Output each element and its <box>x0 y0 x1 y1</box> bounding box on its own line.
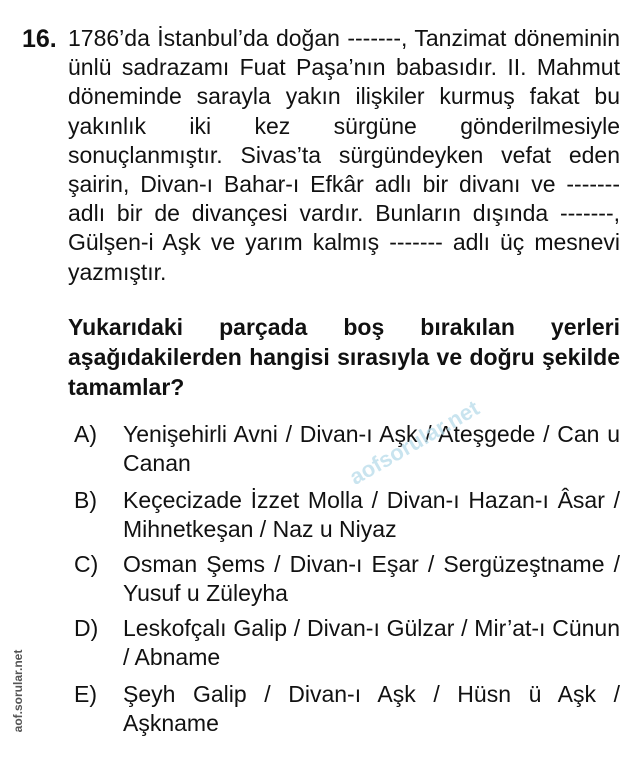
option-letter: C) <box>74 551 99 577</box>
option-letter: E) <box>74 681 97 707</box>
side-watermark: aof.sorular.net <box>11 649 25 733</box>
option-text: Osman Şems / Divan-ı Eşar / Sergüzeştname / Yusuf u Züleyha <box>123 551 620 606</box>
option-text: Leskofçalı Galip / Divan-ı Gülzar / Mir’at-ı Cünun / Abname <box>123 615 620 670</box>
watermark: aofsorular.net <box>345 395 484 490</box>
option-text: Keçecizade İzzet Molla / Divan-ı Hazan-ı Âsar / Mihnetkeşan / Naz u Niyaz <box>123 487 620 542</box>
option-letter: D) <box>74 615 99 641</box>
option-text: Yenişehirli Avni / Divan-ı Aşk / Ateşgede / Can u Canan <box>123 421 620 476</box>
option-text: Şeyh Galip / Divan-ı Aşk / Hüsn ü Aşk / Aşkname <box>123 681 620 736</box>
option-letter: A) <box>74 421 97 447</box>
question-number: 16. <box>22 25 57 53</box>
option-letter: B) <box>74 487 97 513</box>
question-stem: 1786’da İstanbul’da doğan -------, Tanzimat döneminin ünlü sadrazamı Fuat Paşa’nın babasıdır. II. Mahmut döneminde sarayla yakın ilişkiler kurmuş fakat bu yakınlık iki kez sürgüne gönderilmesiyle sonuçlanmıştır. Sivas’ta sürgündeyken vefat eden şairin, Divan-ı Bahar-ı Efkâr adlı bir divanı ve ------- adlı bir de divançesi vardır. Bunların dışında -------, Gülşen-i Aşk ve yarım kalmış ------- adlı üç mesnevi yazmıştır. <box>68 25 620 285</box>
question-prompt: Yukarıdaki parçada boş bırakılan yerleri aşağıdakilerden hangisi sırasıyla ve doğru şekilde tamamlar? <box>68 314 620 400</box>
